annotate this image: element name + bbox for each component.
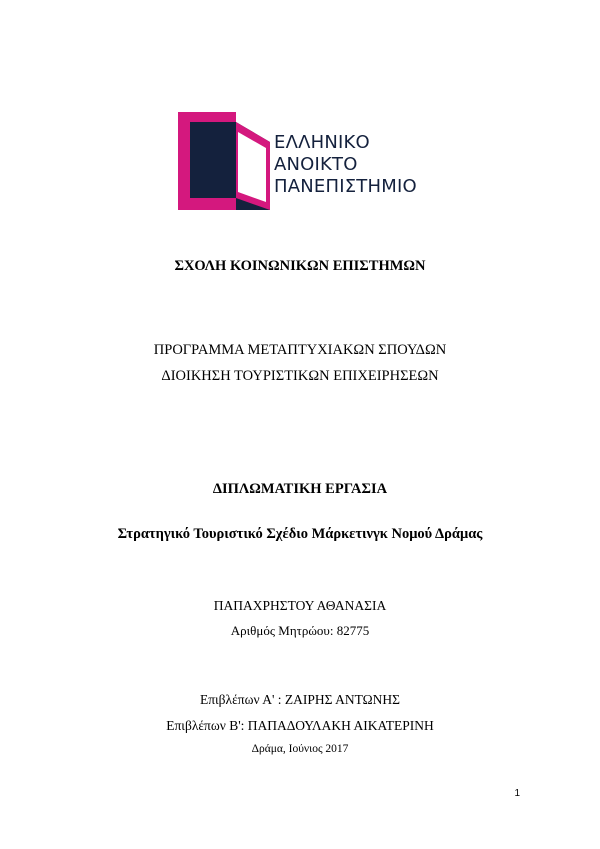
logo-line-1: ΕΛΛΗΝΙΚΟ — [274, 132, 370, 153]
program-line-1: ΠΡΟΓΡΑΜΜΑ ΜΕΤΑΠΤΥΧΙΑΚΩΝ ΣΠΟΥΔΩΝ — [153, 342, 447, 358]
thesis-title: Στρατηγικό Τουριστικό Σχέδιο Μάρκετινγκ Νομού Δράμας — [117, 526, 483, 542]
open-book-logo-icon — [178, 112, 270, 210]
supervisor-b: Επιβλέπων Β': ΠΑΠΑΔΟΥΛΑΚΗ ΑΙΚΑΤΕΡΙΝΗ — [166, 718, 434, 733]
logo-text — [274, 132, 417, 198]
school-name: ΣΧΟΛΗ ΚΟΙΝΩΝΙΚΩΝ ΕΠΙΣΤΗΜΩΝ — [174, 258, 426, 274]
author-name: ΠΑΠΑΧΡΗΣΤΟΥ ΑΘΑΝΑΣΙΑ — [213, 598, 387, 613]
date-place: Δράμα, Ιούνιος 2017 — [251, 743, 349, 755]
registration-number: Αριθμός Μητρώου: 82775 — [230, 623, 370, 638]
document-type: ΔΙΠΛΩΜΑΤΙΚΗ ΕΡΓΑΣΙΑ — [212, 481, 388, 497]
logo-line-3: ΠΑΝΕΠΙΣΤΗΜΙΟ — [274, 176, 417, 197]
logo-line-2: ΑΝΟΙΚΤΟ — [274, 154, 358, 175]
supervisor-a: Επιβλέπων Α' : ΖΑΙΡΗΣ ΑΝΤΩΝΗΣ — [199, 692, 401, 707]
page-number: 1 — [514, 788, 520, 799]
program-line-2: ΔΙΟΙΚΗΣΗ ΤΟΥΡΙΣΤΙΚΩΝ ΕΠΙΧΕΙΡΗΣΕΩΝ — [161, 368, 439, 384]
university-logo — [178, 112, 428, 210]
